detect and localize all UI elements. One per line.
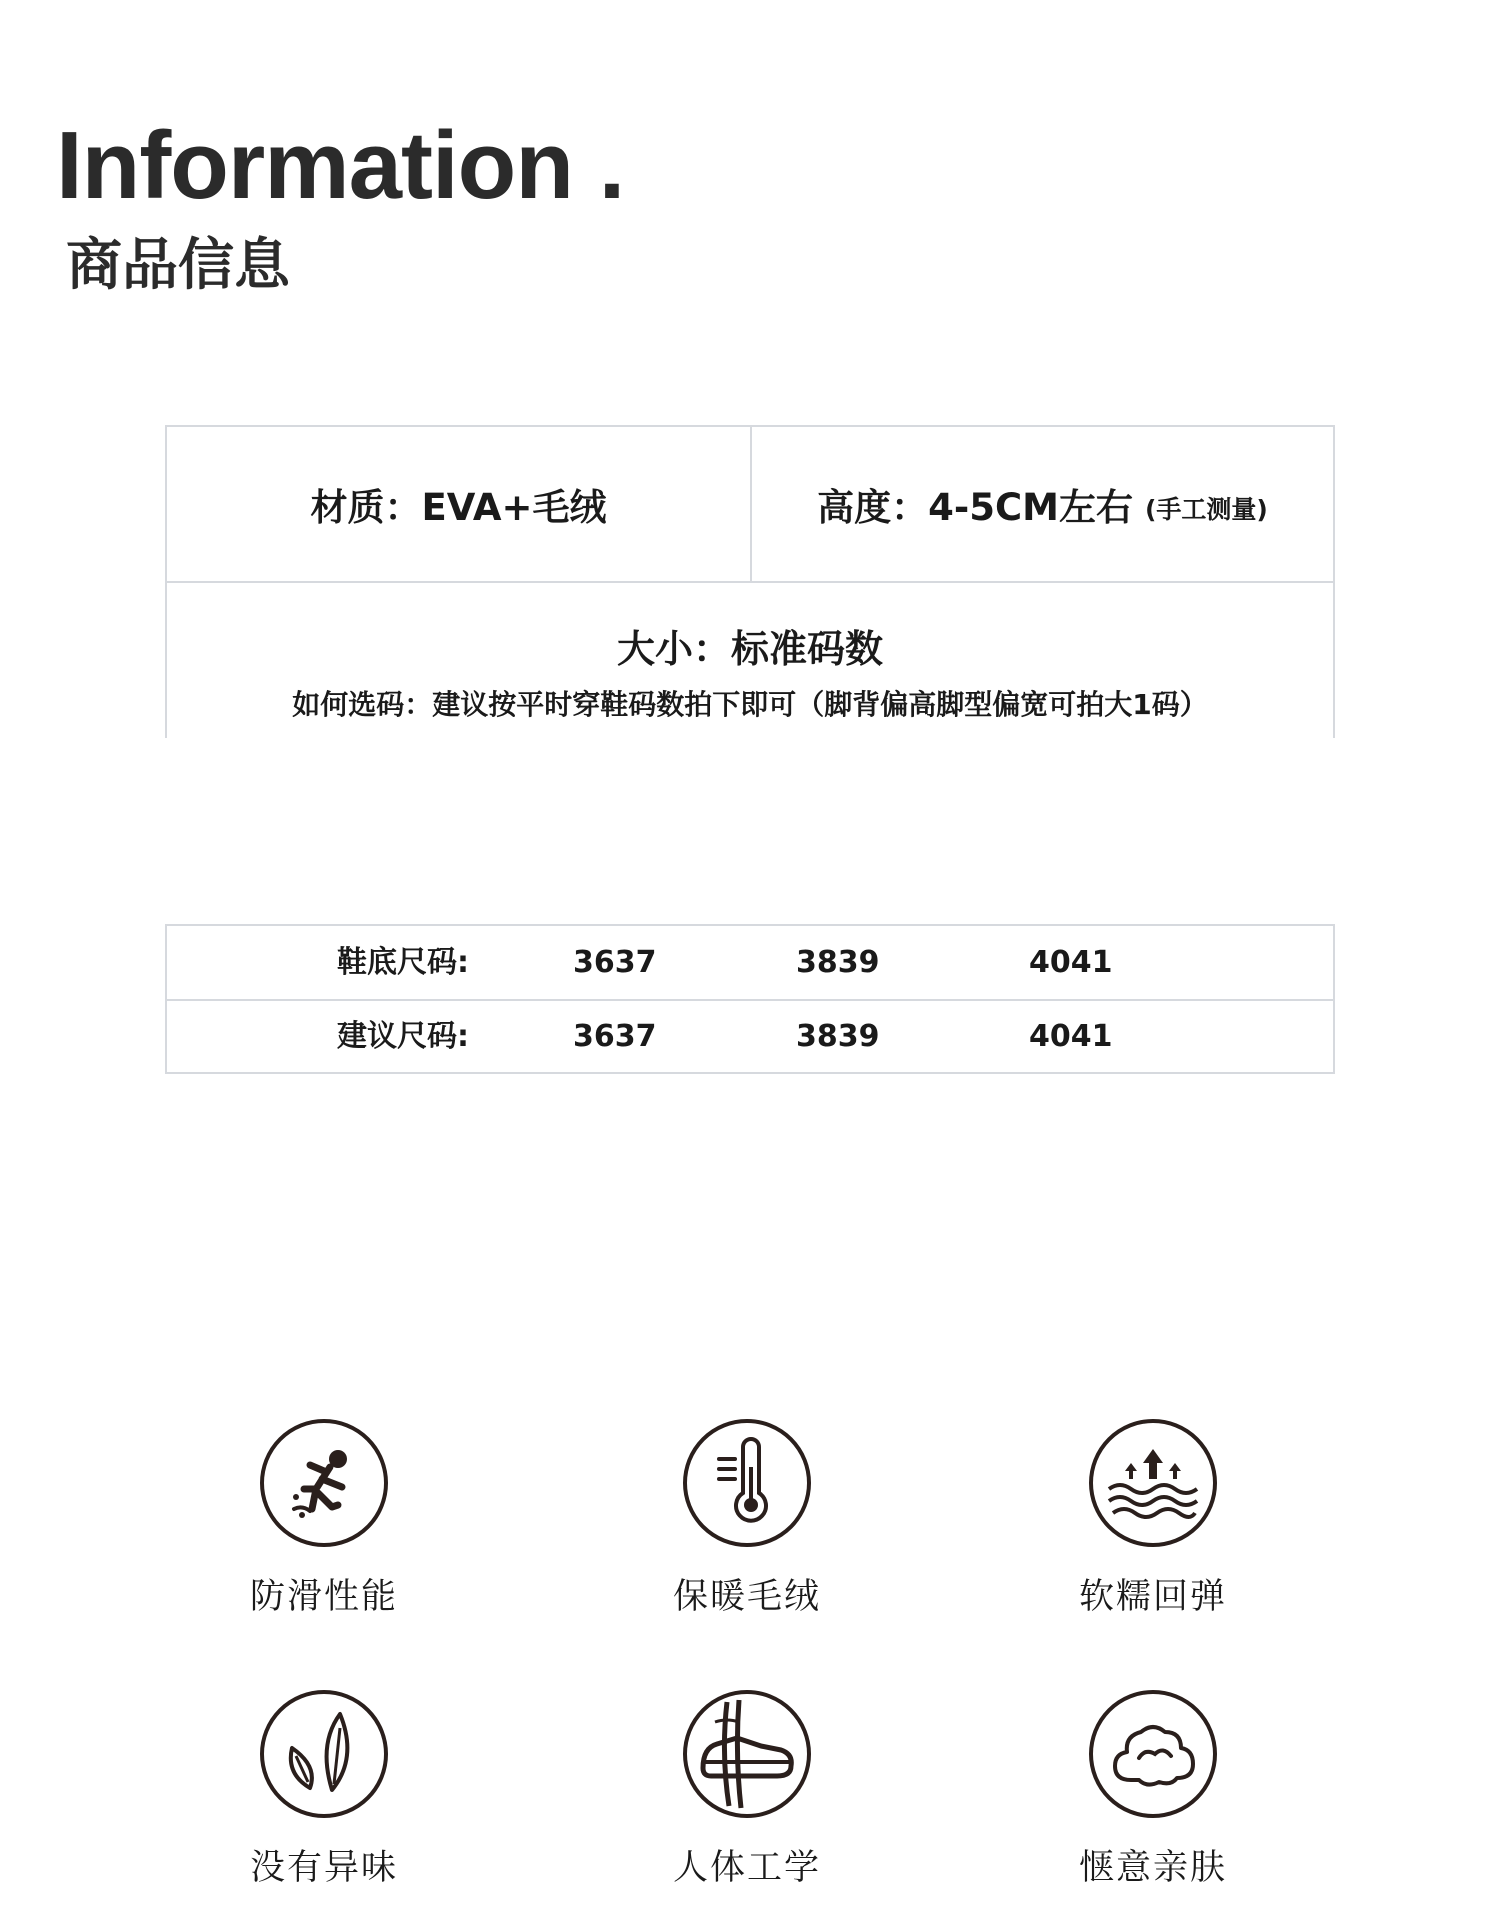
feature-soft-rebound — [1043, 1417, 1263, 1619]
feature-label: 人体工学 — [672, 1848, 821, 1888]
feature-label: 惬意亲肤 — [1078, 1848, 1227, 1888]
size-cell: 4041 — [1029, 1019, 1113, 1054]
feature-warm-plush — [637, 1417, 857, 1619]
height-cell — [752, 427, 1333, 581]
feature-label: 防滑性能 — [249, 1577, 398, 1617]
feature-label: 保暖毛绒 — [672, 1577, 821, 1617]
size-cell: 3839 — [796, 1019, 880, 1054]
size-title: 大小：标准码数 — [616, 627, 883, 671]
product-info-table — [165, 425, 1335, 738]
material-cell — [167, 427, 752, 581]
feature-skin-friendly — [1043, 1688, 1263, 1890]
height-note: (手工测量) — [1144, 495, 1268, 524]
cloud-icon — [1087, 1688, 1219, 1820]
size-table — [165, 924, 1335, 1074]
slip-person-icon — [258, 1417, 390, 1549]
page-title: Information . — [56, 112, 625, 219]
row-label: 建议尺码: — [337, 1019, 469, 1054]
feature-anti-slip — [214, 1417, 434, 1619]
material-text: 材质：EVA+毛绒 — [310, 486, 607, 529]
table-row — [167, 926, 1333, 1001]
size-cell: 3637 — [573, 945, 657, 980]
feature-label: 没有异味 — [249, 1848, 398, 1888]
size-cell: 4041 — [1029, 945, 1113, 980]
feature-label: 软糯回弹 — [1078, 1577, 1227, 1617]
info-row-size — [167, 583, 1333, 740]
info-row-material-height — [167, 427, 1333, 583]
slipper-icon — [681, 1688, 813, 1820]
feature-no-odor — [214, 1688, 434, 1890]
row-label: 鞋底尺码: — [337, 945, 469, 980]
rebound-arrows-icon — [1087, 1417, 1219, 1549]
thermometer-icon — [681, 1417, 813, 1549]
leaves-icon — [258, 1688, 390, 1820]
page-subtitle: 商品信息 — [66, 233, 290, 298]
table-row — [167, 1000, 1333, 1073]
height-text: 高度：4-5CM左右 — [817, 486, 1133, 529]
size-cell: 3839 — [796, 945, 880, 980]
feature-ergonomics — [637, 1688, 857, 1890]
size-cell: 3637 — [573, 1019, 657, 1054]
size-advice: 如何选码：建议按平时穿鞋码数拍下即可（脚背偏高脚型偏宽可拍大1码） — [292, 688, 1208, 721]
